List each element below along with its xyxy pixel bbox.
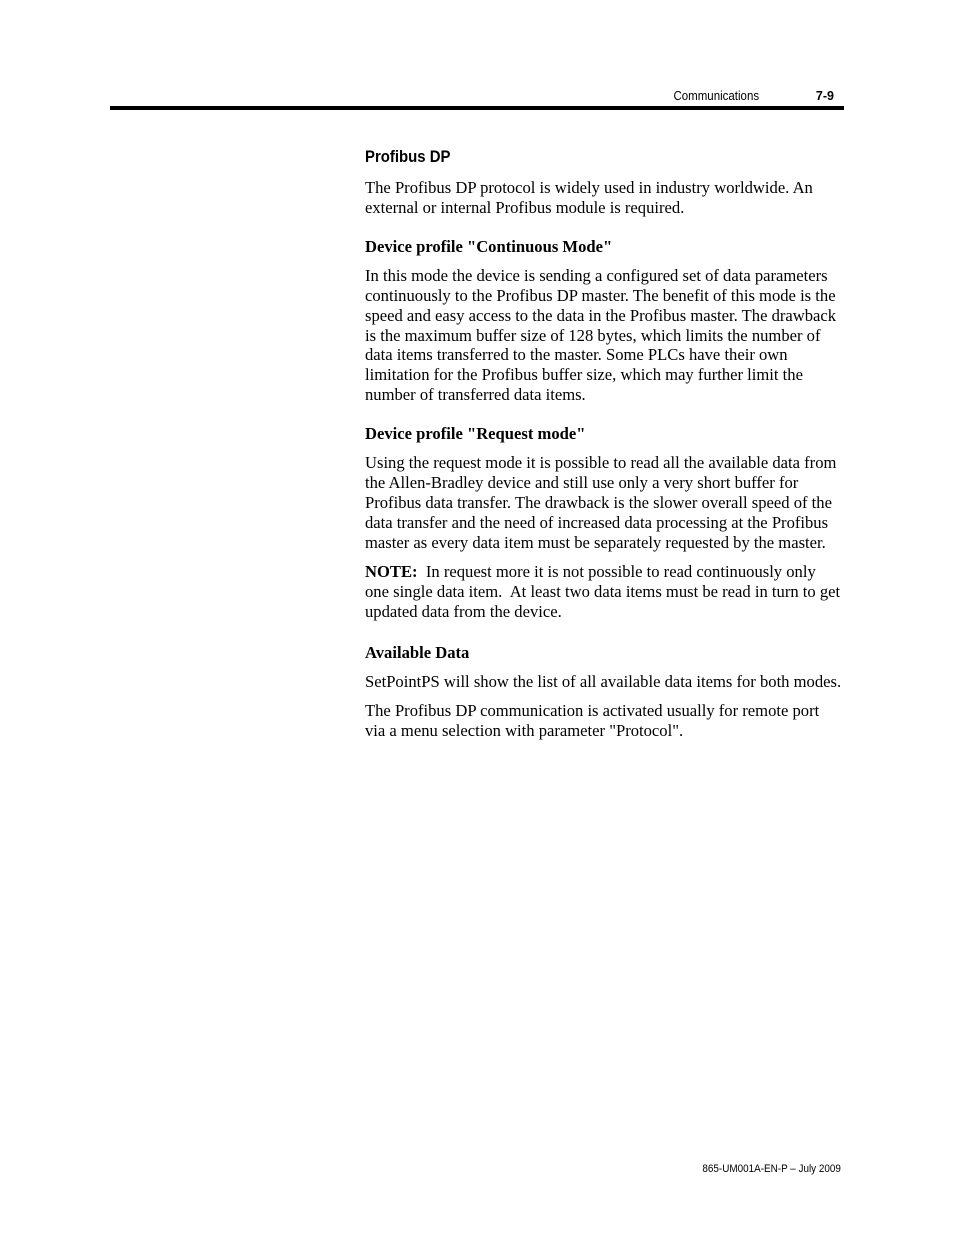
note-text: In request more it is not possible to read continuously only one single data item. At least two data items must be read in turn to get updated data from the device. — [365, 561, 845, 621]
request-mode-heading: Device profile "Request mode" — [365, 424, 586, 444]
note-paragraph — [365, 562, 843, 622]
main-content — [365, 146, 843, 750]
header-section-name: Communications — [673, 89, 759, 103]
intro-paragraph: The Profibus DP protocol is widely used in industry worldwide. An external or internal Profibus module is required. — [365, 178, 813, 217]
request-mode-paragraph: Using the request mode it is possible to read all the available data from the Allen-Bradley device and still use only a very short buffer for Profibus data transfer. The drawback is the slower overall speed of the data transfer and the need of increased data processing at the Profibus master as every data item must be separately requested by the master. — [365, 453, 837, 552]
available-data-paragraph-2: The Profibus DP communication is activated usually for remote port via a menu selection with parameter "Protocol". — [365, 701, 820, 741]
header-page-number: 7-9 — [815, 89, 834, 103]
available-data-paragraph-1: SetPointPS will show the list of all available data items for both modes. — [365, 672, 842, 692]
continuous-mode-paragraph: In this mode the device is sending a configured set of data parameters continuously to the Profibus DP master. The benefit of this mode is the speed and easy access to the data in the Profibus master. The drawback is the maximum buffer size of 128 bytes, which limits the number of data items transferred to the master. Some PLCs have their own limitation for the Profibus buffer size, which may further limit the number of transferred data items. — [365, 265, 837, 405]
continuous-mode-heading: Device profile "Continuous Mode" — [365, 236, 613, 256]
note-label: NOTE: — [365, 561, 418, 581]
page-footer: 865-UM001A-EN-P – July 2009 — [702, 1163, 841, 1175]
available-data-heading: Available Data — [365, 643, 470, 663]
page-header — [110, 86, 844, 110]
section-title: Profibus DP — [365, 147, 451, 166]
